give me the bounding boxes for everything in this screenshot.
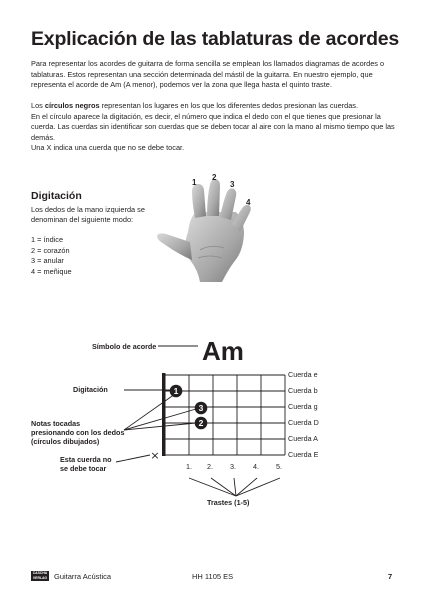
finger-item: 3 = anular bbox=[31, 256, 64, 266]
muted-marker: × bbox=[150, 449, 160, 462]
string-label: Cuerda e bbox=[288, 370, 318, 379]
page-title: Explicación de las tablaturas de acordes bbox=[31, 28, 400, 50]
finger-dot-label: 2 bbox=[198, 418, 204, 428]
nut bbox=[162, 373, 166, 456]
dots-lead: Los bbox=[31, 101, 45, 110]
finger-dot-label: 1 bbox=[173, 386, 179, 396]
fingering-label: Digitación bbox=[73, 385, 108, 394]
intro-paragraph: Para representar los acordes de guitarra de forma sencilla se emplean los llamados diagramas de acordes o tablaturas. Estos representan una sección determinada del mástil de la guitarra. En nuestro ejemplo, que representa el acorde de Am (A menor), podemos ver la zona que llega hasta el quinto traste. bbox=[31, 59, 385, 89]
fret-label: 3. bbox=[230, 462, 236, 471]
string-label: Cuerda A bbox=[288, 434, 318, 443]
fingering-intro: Los dedos de la mano izquierda se denominan del siguiente modo: bbox=[31, 205, 145, 225]
fret-label: 1. bbox=[186, 462, 192, 471]
notes-label-line: presionando con los dedos bbox=[31, 428, 125, 438]
publisher-logo bbox=[31, 571, 49, 581]
finger-dot-label: 3 bbox=[198, 403, 204, 413]
fret-label: 5. bbox=[276, 462, 282, 471]
muted-explanation: Una X indica una cuerda que no se debe tocar. bbox=[31, 143, 185, 152]
fret-bracket-line bbox=[189, 478, 236, 496]
finger-dot bbox=[195, 402, 208, 415]
pointer-line bbox=[124, 394, 175, 430]
muted-label-line: Esta cuerda no bbox=[60, 455, 112, 464]
string-label: Cuerda E bbox=[288, 450, 319, 459]
finger-item: 2 = corazón bbox=[31, 245, 70, 255]
chord-name: Am bbox=[202, 336, 244, 366]
fret-bracket-line bbox=[211, 478, 236, 496]
fret-label: 4. bbox=[253, 462, 259, 471]
notes-label-line: Notas tocadas bbox=[31, 419, 81, 428]
frets-label: Trastes (1-5) bbox=[207, 498, 250, 507]
dots-bold: círculos negros bbox=[44, 101, 100, 110]
string-label: Cuerda b bbox=[288, 386, 318, 395]
logo-line: VERLAG bbox=[32, 575, 48, 580]
hand-finger-number: 2 bbox=[212, 173, 217, 182]
hand-finger-number: 1 bbox=[192, 178, 197, 187]
hand-finger-number: 4 bbox=[246, 198, 251, 207]
fret-bracket-line bbox=[236, 478, 280, 496]
page-number: 7 bbox=[388, 572, 393, 581]
notes-label-line: (círculos dibujados) bbox=[31, 437, 100, 447]
finger-item: 1 = índice bbox=[31, 235, 64, 244]
footer-book-title: Guitarra Acústica bbox=[54, 572, 112, 581]
notes-label bbox=[31, 419, 124, 447]
hand-finger-number: 3 bbox=[230, 180, 235, 189]
string-label: Cuerda D bbox=[288, 418, 319, 427]
fret-bracket-line bbox=[236, 478, 257, 496]
finger-dot bbox=[195, 417, 208, 430]
muted-label-line: se debe tocar bbox=[60, 464, 107, 474]
string-label: Cuerda g bbox=[288, 402, 318, 411]
fingering-title: Digitación bbox=[31, 190, 82, 202]
dots-rest: representan los lugares en los que los diferentes dedos presionan las cuerdas. bbox=[99, 101, 358, 110]
fingering-explanation: En el círculo aparece la digitación, es decir, el número que indica el dedo con el que tienes que presionar la cuerda. Las cuerdas sin identificar son cuerdas que se deben tocar al aire con la mano al mismo tiempo que las demás. bbox=[31, 111, 395, 142]
fretboard bbox=[162, 373, 285, 456]
footer-code: HH 1105 ES bbox=[192, 572, 234, 581]
finger-dot bbox=[170, 385, 183, 398]
muted-label bbox=[60, 455, 112, 473]
chord-symbol-label: Símbolo de acorde bbox=[92, 342, 157, 351]
fret-bracket-line bbox=[234, 478, 236, 496]
pointer-line bbox=[116, 455, 150, 462]
fret-label: 2. bbox=[207, 462, 213, 471]
logo-line: CASCHA bbox=[32, 571, 48, 575]
finger-item: 4 = meñique bbox=[31, 267, 72, 277]
